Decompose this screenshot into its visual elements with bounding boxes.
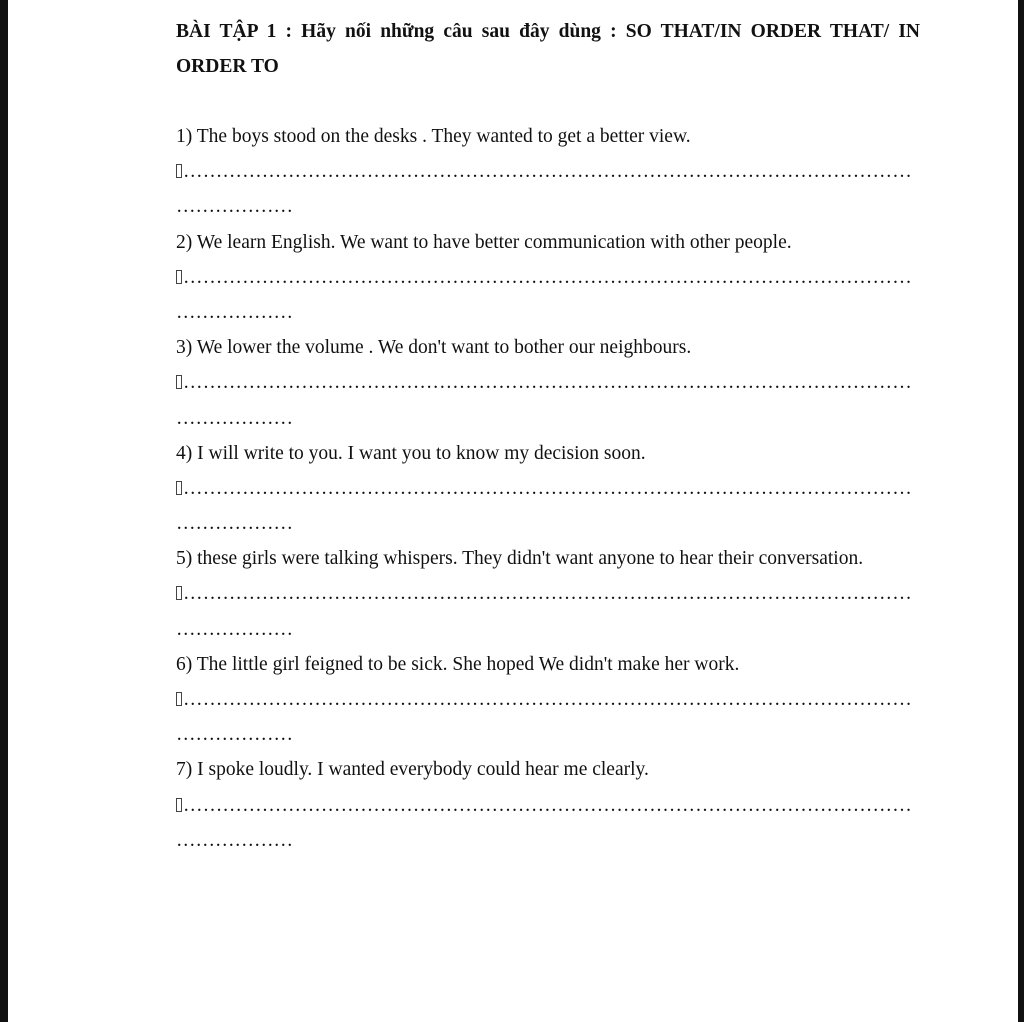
answer-continuation[interactable]: ……………… <box>176 407 293 429</box>
exercise-sentence: 4) I will write to you. I want you to know my decision soon. <box>176 442 646 464</box>
exercise-title-line-1: BÀI TẬP 1 : Hãy nối những câu sau đây dùng : SO THAT/IN ORDER THAT/ IN <box>176 21 920 42</box>
answer-line[interactable] <box>176 260 920 295</box>
answer-dots: ………………………………………………………………………………………………… <box>183 794 912 816</box>
exercise-title <box>176 14 920 84</box>
answer-line[interactable] <box>176 365 920 400</box>
exercise-item <box>176 752 920 858</box>
arrow-icon <box>176 270 182 284</box>
answer-dots: ………………………………………………………………………………………………… <box>183 689 912 710</box>
answer-dots: ………………………………………………………………………………………………… <box>183 372 912 394</box>
document-body <box>176 14 920 858</box>
answer-continuation[interactable]: ……………… <box>176 829 293 851</box>
answer-dots: ………………………………………………………………………………………………… <box>183 583 912 605</box>
answer-line[interactable] <box>176 682 920 717</box>
page-right-border <box>1018 0 1024 1022</box>
arrow-icon <box>176 692 182 706</box>
arrow-icon <box>176 586 182 600</box>
exercise-sentence: 7) I spoke loudly. I wanted everybody could hear me clearly. <box>176 759 649 781</box>
exercise-sentence: 5) these girls were talking whispers. They didn't want anyone to hear their conversation. <box>176 548 864 570</box>
answer-continuation[interactable]: ……………… <box>176 724 293 746</box>
arrow-icon <box>176 164 182 178</box>
answer-line[interactable] <box>176 471 920 506</box>
exercise-list <box>176 119 920 858</box>
answer-line[interactable] <box>176 788 920 823</box>
exercise-item <box>176 541 920 647</box>
arrow-icon <box>176 798 182 812</box>
answer-continuation[interactable]: ……………… <box>176 301 293 323</box>
arrow-icon <box>176 481 182 495</box>
answer-dots: ………………………………………………………………………………………………… <box>183 161 912 183</box>
exercise-item <box>176 119 920 225</box>
exercise-item <box>176 647 920 753</box>
exercise-item <box>176 225 920 331</box>
exercise-sentence: 3) We lower the volume . We don't want to bother our neighbours. <box>176 337 692 359</box>
exercise-sentence: 6) The little girl feigned to be sick. She hoped We didn't make her work. <box>176 653 740 675</box>
exercise-sentence: 1) The boys stood on the desks . They wanted to get a better view. <box>176 126 691 147</box>
exercise-item <box>176 436 920 542</box>
answer-dots: ………………………………………………………………………………………………… <box>183 266 912 288</box>
arrow-icon <box>176 375 182 389</box>
answer-line[interactable] <box>176 576 920 611</box>
exercise-sentence: 2) We learn English. We want to have better communication with other people. <box>176 231 792 253</box>
answer-continuation[interactable]: ……………… <box>176 513 293 535</box>
answer-continuation[interactable]: ……………… <box>176 618 293 640</box>
page-left-border <box>0 0 8 1022</box>
exercise-item <box>176 330 920 436</box>
answer-dots: ………………………………………………………………………………………………… <box>183 477 912 499</box>
answer-line[interactable] <box>176 154 920 189</box>
exercise-title-line-2: ORDER TO <box>176 56 279 77</box>
answer-continuation[interactable]: ……………… <box>176 196 293 218</box>
